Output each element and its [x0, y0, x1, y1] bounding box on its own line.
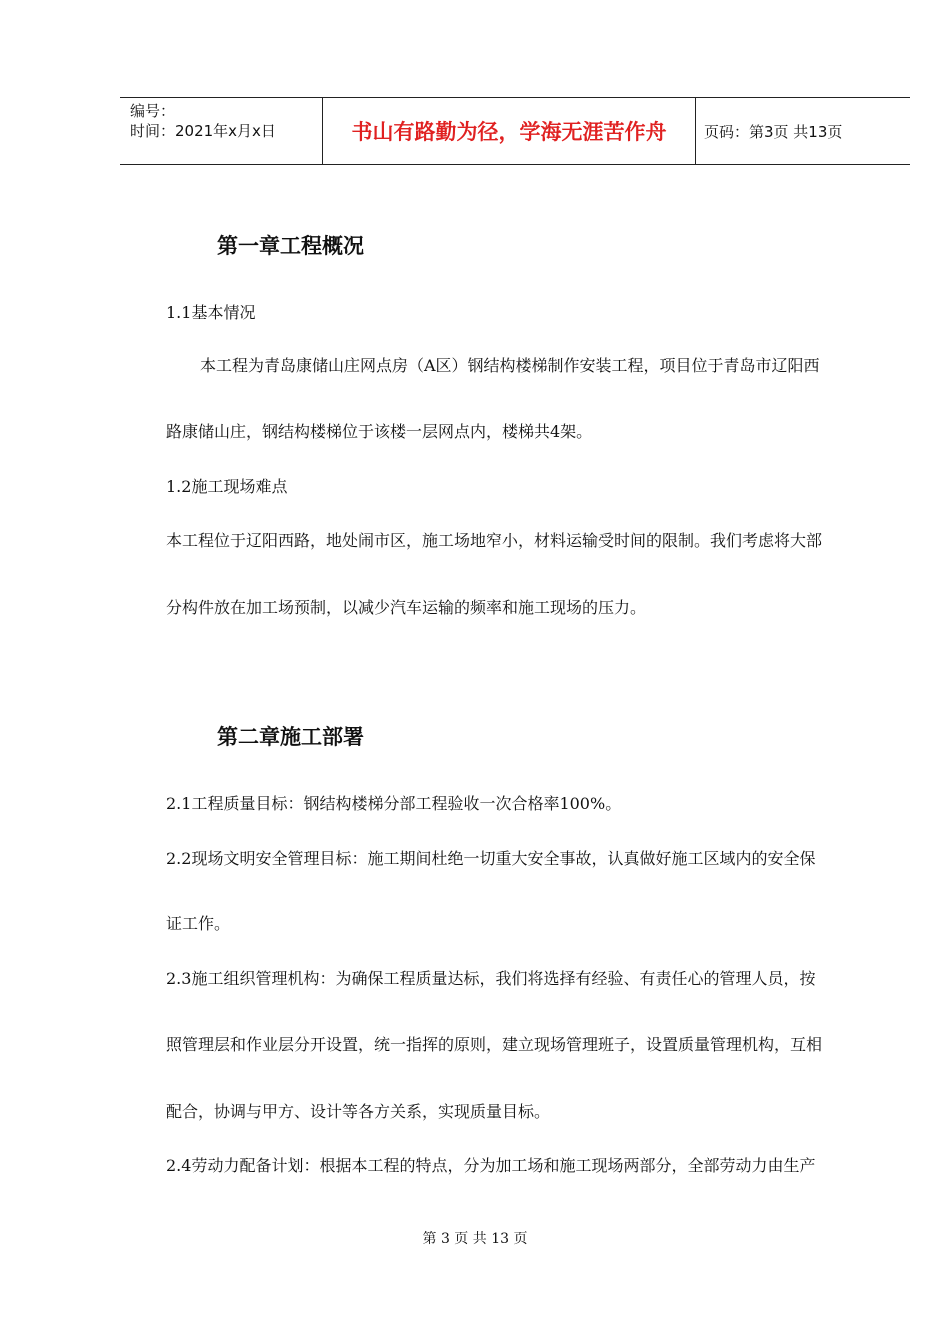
section-1-1-line1: 本工程为青岛康储山庄网点房（A区）钢结构楼梯制作安装工程，项目位于青岛市辽阳西: [200, 356, 820, 375]
section-1-1-line2: 路康储山庄，钢结构楼梯位于该楼一层网点内，楼梯共4架。: [166, 422, 593, 441]
section-2-3-line1: 2.3施工组织管理机构：为确保工程质量达标，我们将选择有经验、有责任心的管理人员，按: [166, 969, 816, 988]
section-1-2-heading: 1.2施工现场难点: [166, 477, 288, 496]
section-2-3-line2: 照管理层和作业层分开设置，统一指挥的原则，建立现场管理班子，设置质量管理机构，互相: [166, 1035, 823, 1054]
header-page-info: 页码：第3页 共13页: [704, 122, 843, 141]
section-2-4-line1: 2.4劳动力配备计划：根据本工程的特点，分为加工场和施工现场两部分，全部劳动力由生产: [166, 1156, 816, 1175]
header-motto: 书山有路勤为径，学海无涯苦作舟: [322, 98, 696, 164]
section-1-2-line2: 分构件放在加工场预制，以减少汽车运输的频率和施工现场的压力。: [166, 598, 647, 617]
header-meta: [120, 98, 322, 164]
page-footer: 第 3 页 共 13 页: [422, 1231, 528, 1247]
header-table: [120, 97, 910, 165]
code-label: 编号：: [130, 102, 176, 120]
section-2-2-line1: 2.2现场文明安全管理目标：施工期间杜绝一切重大安全事故，认真做好施工区域内的安全保: [166, 849, 816, 868]
time-label: 时间：2021年x月x日: [130, 122, 276, 140]
section-2-1: 2.1工程质量目标：钢结构楼梯分部工程验收一次合格率100%。: [166, 794, 622, 813]
section-1-2-line1: 本工程位于辽阳西路，地处闹市区，施工场地窄小，材料运输受时间的限制。我们考虑将大部: [166, 531, 823, 550]
section-1-1-heading: 1.1基本情况: [166, 303, 256, 322]
section-2-2-line2: 证工作。: [166, 914, 231, 933]
section-2-3-line3: 配合，协调与甲方、设计等各方关系，实现质量目标。: [166, 1102, 551, 1121]
chapter1-title: 第一章工程概况: [217, 234, 364, 258]
chapter2-title: 第二章施工部署: [217, 725, 364, 749]
